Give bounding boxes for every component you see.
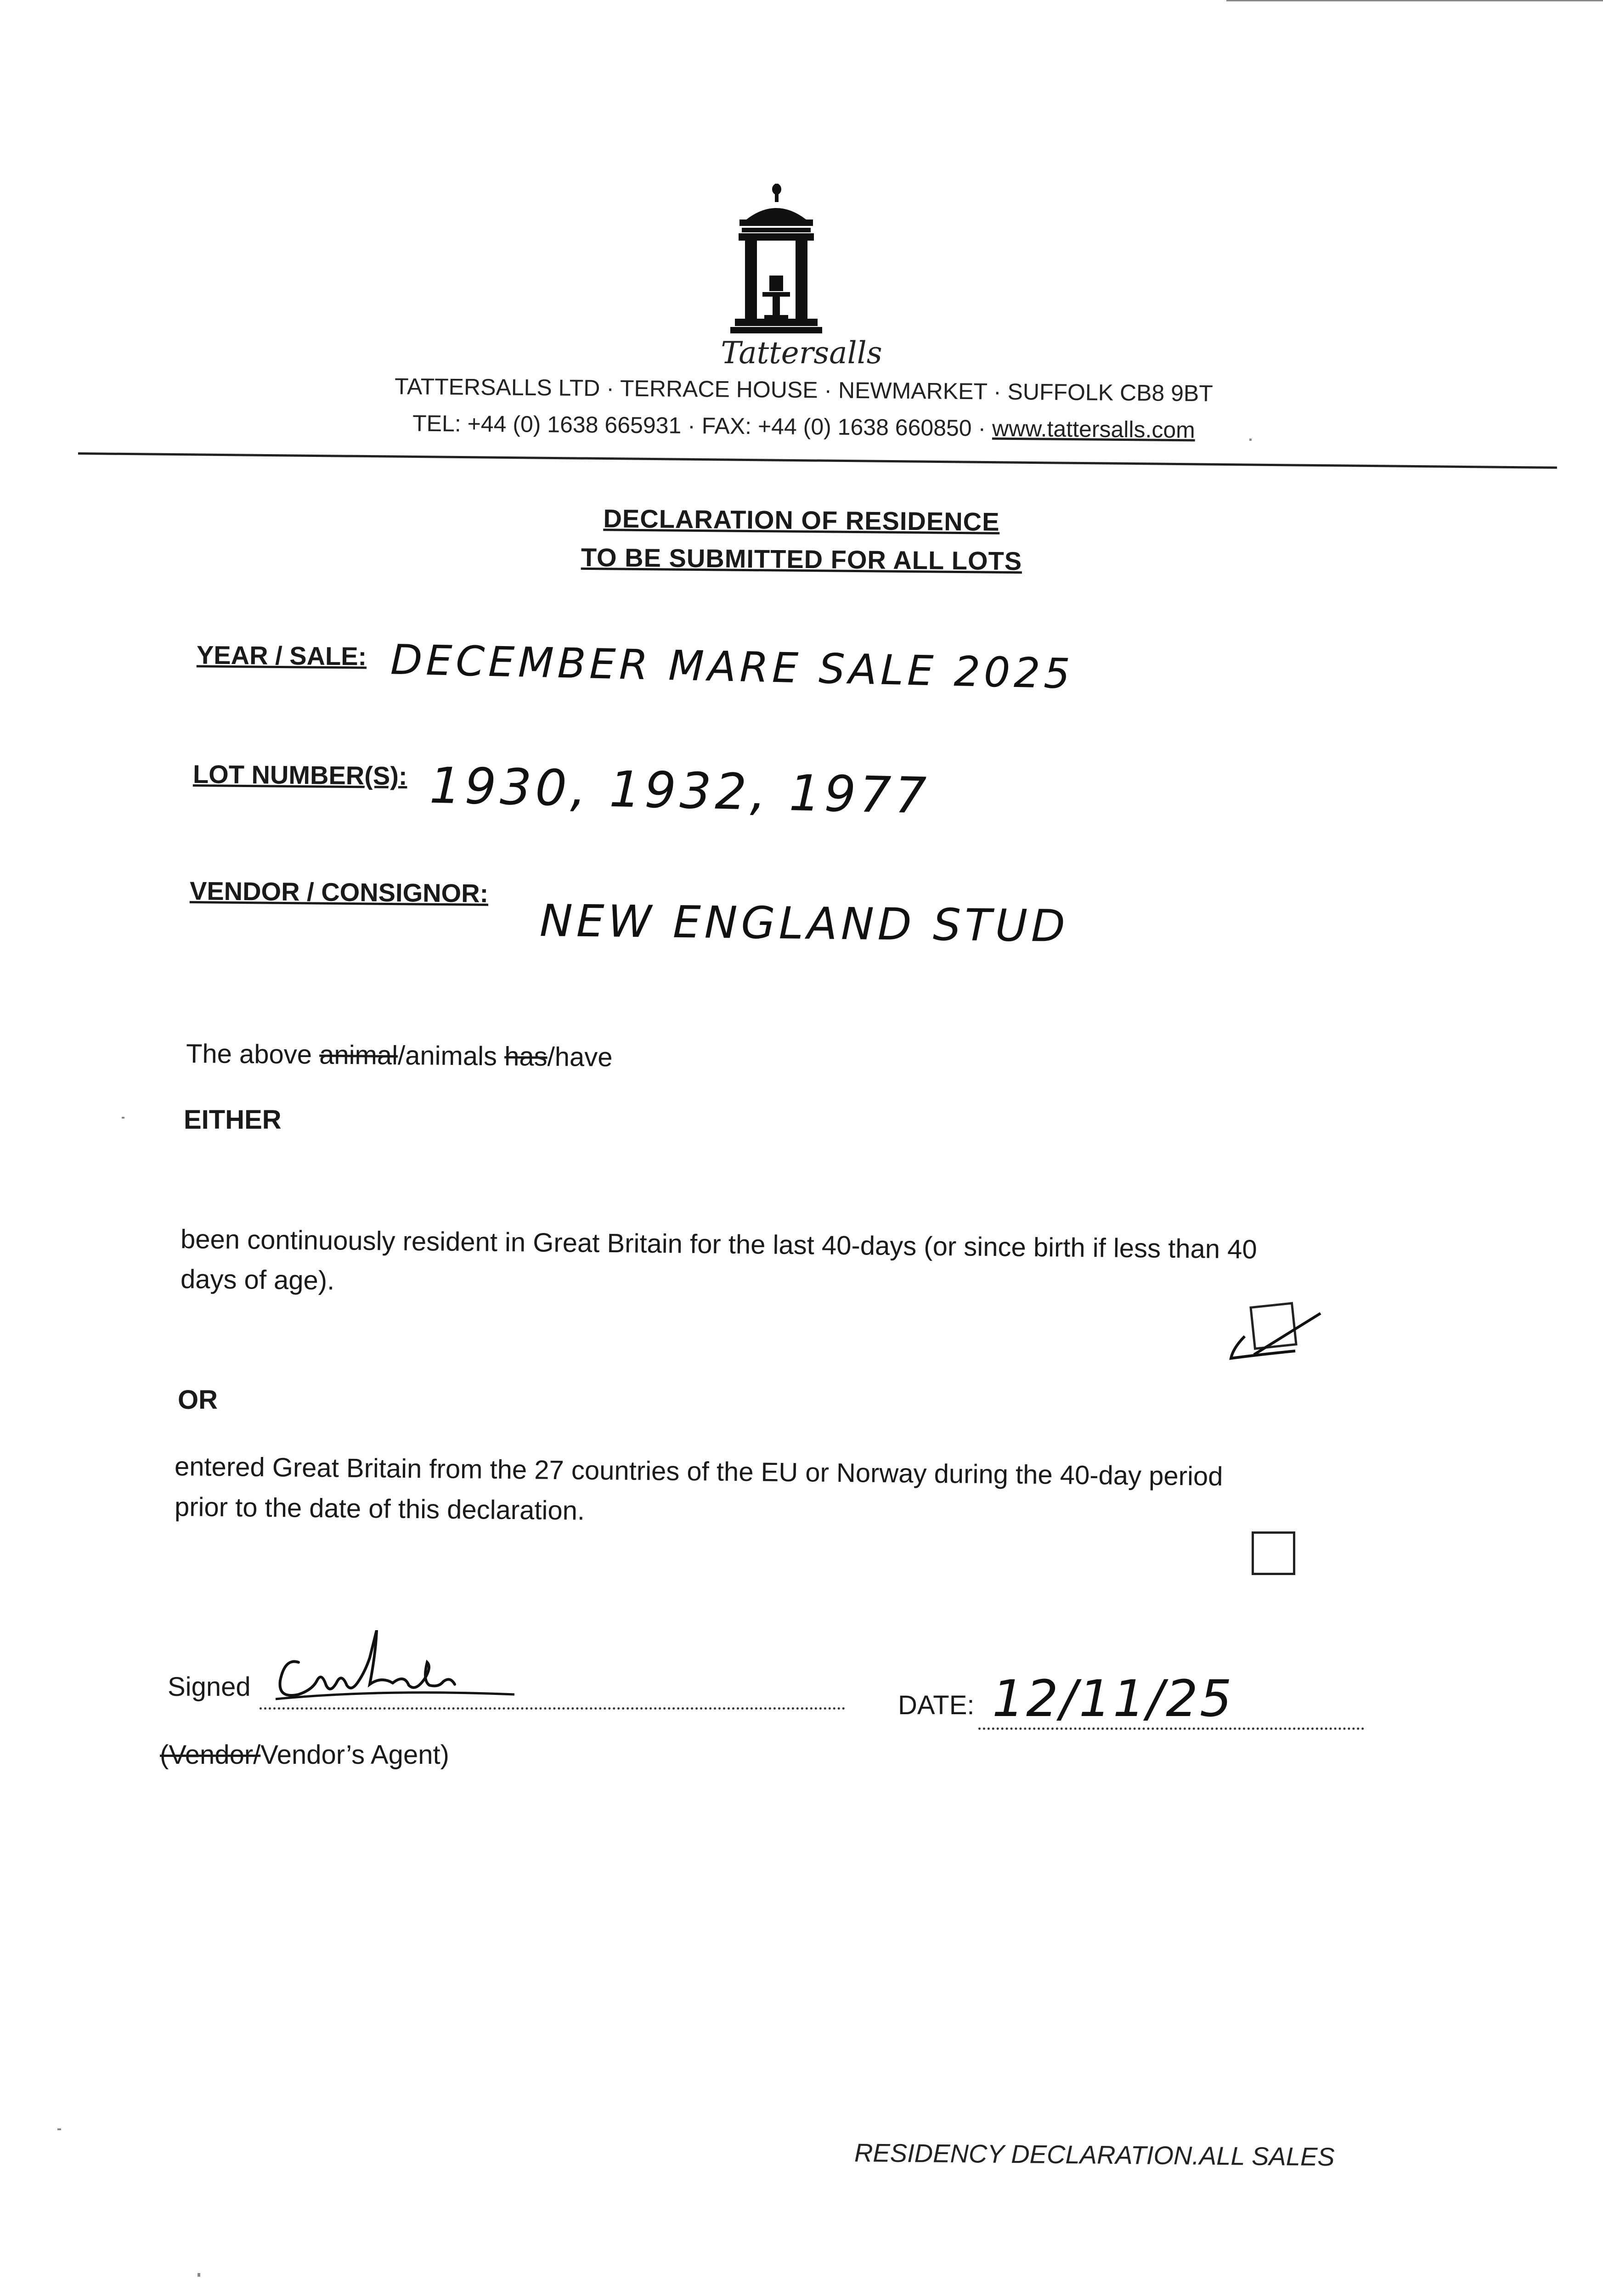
year-sale-label: YEAR / SALE: bbox=[196, 640, 367, 671]
scan-speck bbox=[198, 2273, 200, 2277]
handwritten-signature[interactable] bbox=[266, 1630, 524, 1715]
option2-text-line1: entered Great Britain from the 27 countries of the EU or Norway during the 40-day period bbox=[174, 1452, 1223, 1491]
statement-prefix: The above bbox=[186, 1038, 320, 1070]
struck-vendor: (Vendor/ bbox=[160, 1740, 261, 1770]
form-title: DECLARATION OF RESIDENCE bbox=[603, 504, 1000, 536]
vendor-label: VENDOR / CONSIGNOR: bbox=[189, 876, 489, 908]
struck-has: has bbox=[504, 1041, 548, 1072]
have-text: /have bbox=[547, 1041, 613, 1073]
date-label: DATE: bbox=[898, 1690, 975, 1720]
scan-edge-line bbox=[1226, 0, 1603, 1]
or-label: OR bbox=[178, 1385, 218, 1415]
scan-speck bbox=[57, 2128, 61, 2130]
form-subtitle: TO BE SUBMITTED FOR ALL LOTS bbox=[581, 542, 1022, 576]
lot-numbers-label: LOT NUMBER(S): bbox=[192, 759, 407, 791]
option2-checkbox[interactable] bbox=[1252, 1531, 1295, 1575]
vendor-value[interactable]: NEW ENGLAND STUD bbox=[539, 895, 1069, 952]
scan-speck bbox=[122, 1117, 124, 1119]
pavilion-logo-icon bbox=[726, 184, 827, 340]
company-address: TATTERSALLS LTD · TERRACE HOUSE · NEWMARKET · SUFFOLK CB8 9BT bbox=[394, 373, 1214, 406]
date-value[interactable]: 12/11/25 bbox=[992, 1669, 1234, 1728]
form-footer: RESIDENCY DECLARATION.ALL SALES bbox=[854, 2138, 1335, 2172]
year-sale-value[interactable]: DECEMBER MARE SALE 2025 bbox=[390, 636, 1074, 698]
header-divider bbox=[78, 452, 1557, 469]
signed-label: Signed bbox=[168, 1672, 251, 1702]
statement-intro bbox=[186, 1038, 613, 1073]
animals-text: /animals bbox=[397, 1040, 505, 1071]
signer-role bbox=[160, 1739, 449, 1770]
contact-numbers: TEL: +44 (0) 1638 665931 · FAX: +44 (0) 1638 660850 · bbox=[412, 410, 993, 441]
option2-text-line2: prior to the date of this declaration. bbox=[174, 1492, 585, 1526]
either-label: EITHER bbox=[184, 1105, 282, 1135]
struck-animal: animal bbox=[319, 1040, 398, 1070]
brand-name: Tattersalls bbox=[721, 335, 882, 371]
vendors-agent: Vendor’s Agent) bbox=[260, 1740, 449, 1770]
checkmark-icon bbox=[1226, 1304, 1327, 1371]
option1-text-line1: been continuously resident in Great Britain for the last 40-days (or since birth if less than 40 bbox=[180, 1224, 1258, 1265]
website-link[interactable]: www.tattersalls.com bbox=[992, 415, 1196, 443]
option1-text-line2: days of age). bbox=[180, 1264, 335, 1296]
contact-line bbox=[322, 409, 1286, 444]
lot-numbers-value[interactable]: 1930, 1932, 1977 bbox=[429, 757, 931, 825]
